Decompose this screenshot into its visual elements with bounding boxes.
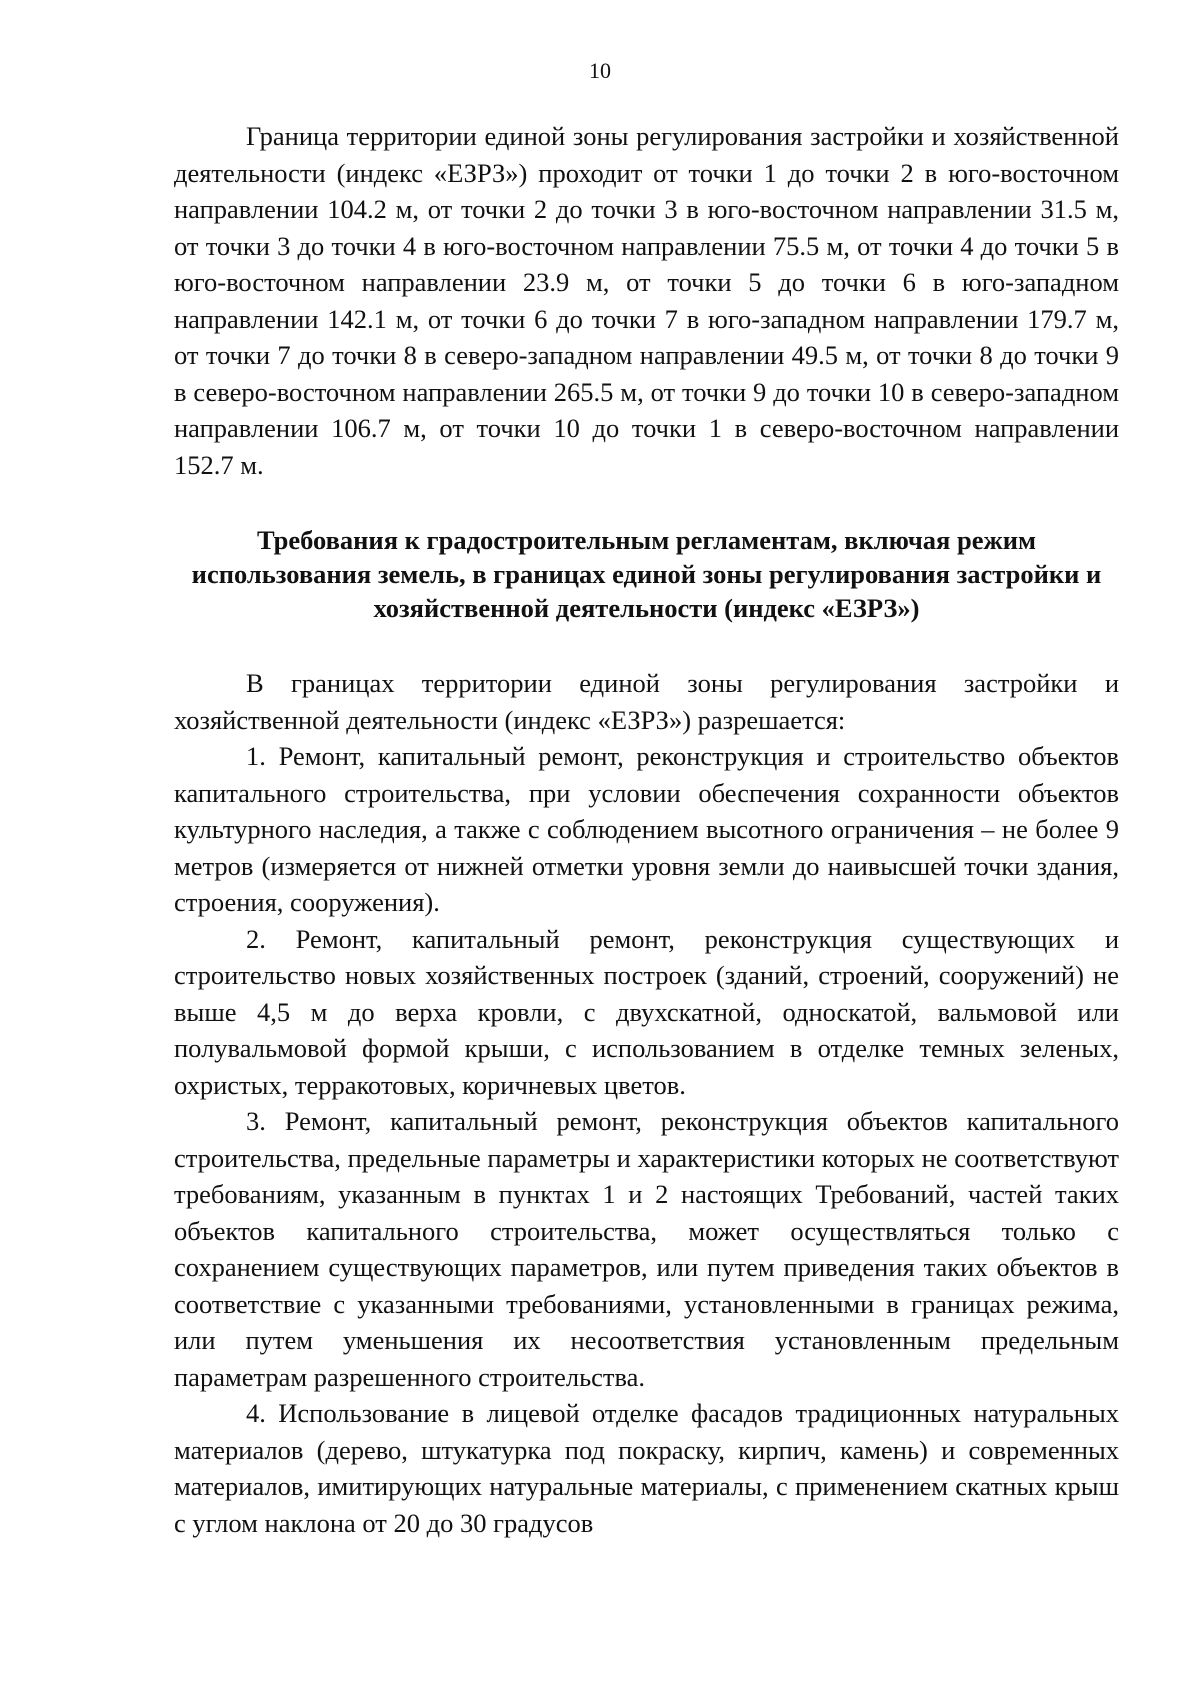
page-number: 10 bbox=[589, 58, 611, 83]
intro-paragraph: В границах территории единой зоны регулирования застройки и хозяйственной деятельности (индекс «ЕЗРЗ») разрешается: bbox=[174, 668, 1119, 735]
requirement-item-3: 3. Ремонт, капитальный ремонт, реконструкция объектов капитального строительства, предельные параметры и характеристики которых не соответствуют требованиям, указанным в пунктах 1 и 2 настоящих Требований, частей таких объектов капитального строительства, может осуществляться только с сохранением существующих параметров, или путем приведения таких объектов в соответствие с указанными требованиями, установленными в границах режима, или путем уменьшения их несоответствия установленным предельным параметрам разрешенного строительства. bbox=[174, 1106, 1119, 1392]
section-heading: Требования к градостроительным регламентам, включая режим использования земель, в границах единой зоны регулирования застройки и хозяйственной деятельности (индекс «ЕЗРЗ») bbox=[191, 525, 1102, 623]
boundary-description-paragraph: Граница территории единой зоны регулирования застройки и хозяйственной деятельности (индекс «ЕЗРЗ») проходит от точки 1 до точки 2 в юго-восточном направлении 104.2 м, от точки 2 до точки 3 в юго-восточном направлении 31.5 м, от точки 3 до точки 4 в юго-восточном направлении 75.5 м, от точки 4 до точки 5 в юго-восточном направлении 23.9 м, от точки 5 до точки 6 в юго-западном направлении 142.1 м, от точки 6 до точки 7 в юго-западном направлении 179.7 м, от точки 7 до точки 8 в северо-западном направлении 49.5 м, от точки 8 до точки 9 в северо-восточном направлении 265.5 м, от точки 9 до точки 10 в северо-западном направлении 106.7 м, от точки 10 до точки 1 в северо-восточном направлении 152.7 м. bbox=[174, 121, 1119, 480]
requirement-item-2: 2. Ремонт, капитальный ремонт, реконструкция существующих и строительство новых хозяйственных построек (зданий, строений, сооружений) не выше 4,5 м до верха кровли, с двухскатной, односкатой, вальмовой или полувальмовой формой крыши, с использованием в отделке темных зеленых, охристых, терракотовых, коричневых цветов. bbox=[174, 923, 1119, 1100]
requirement-item-4: 4. Использование в лицевой отделке фасадов традиционных натуральных материалов (дерево, штукатурка под покраску, кирпич, камень) и современных материалов, имитирующих натуральные материалы, с применением скатных крыш с углом наклона от 20 до 30 градусов bbox=[174, 1398, 1119, 1538]
requirement-item-1: 1. Ремонт, капитальный ремонт, реконструкция и строительство объектов капитального строительства, при условии обеспечения сохранности объектов культурного наследия, а также с соблюдением высотного ограничения – не более 9 метров (измеряется от нижней отметки уровня земли до наивысшей точки здания, строения, сооружения). bbox=[174, 741, 1119, 917]
document-body bbox=[174, 118, 1119, 1541]
requirements-list bbox=[174, 665, 1119, 1541]
